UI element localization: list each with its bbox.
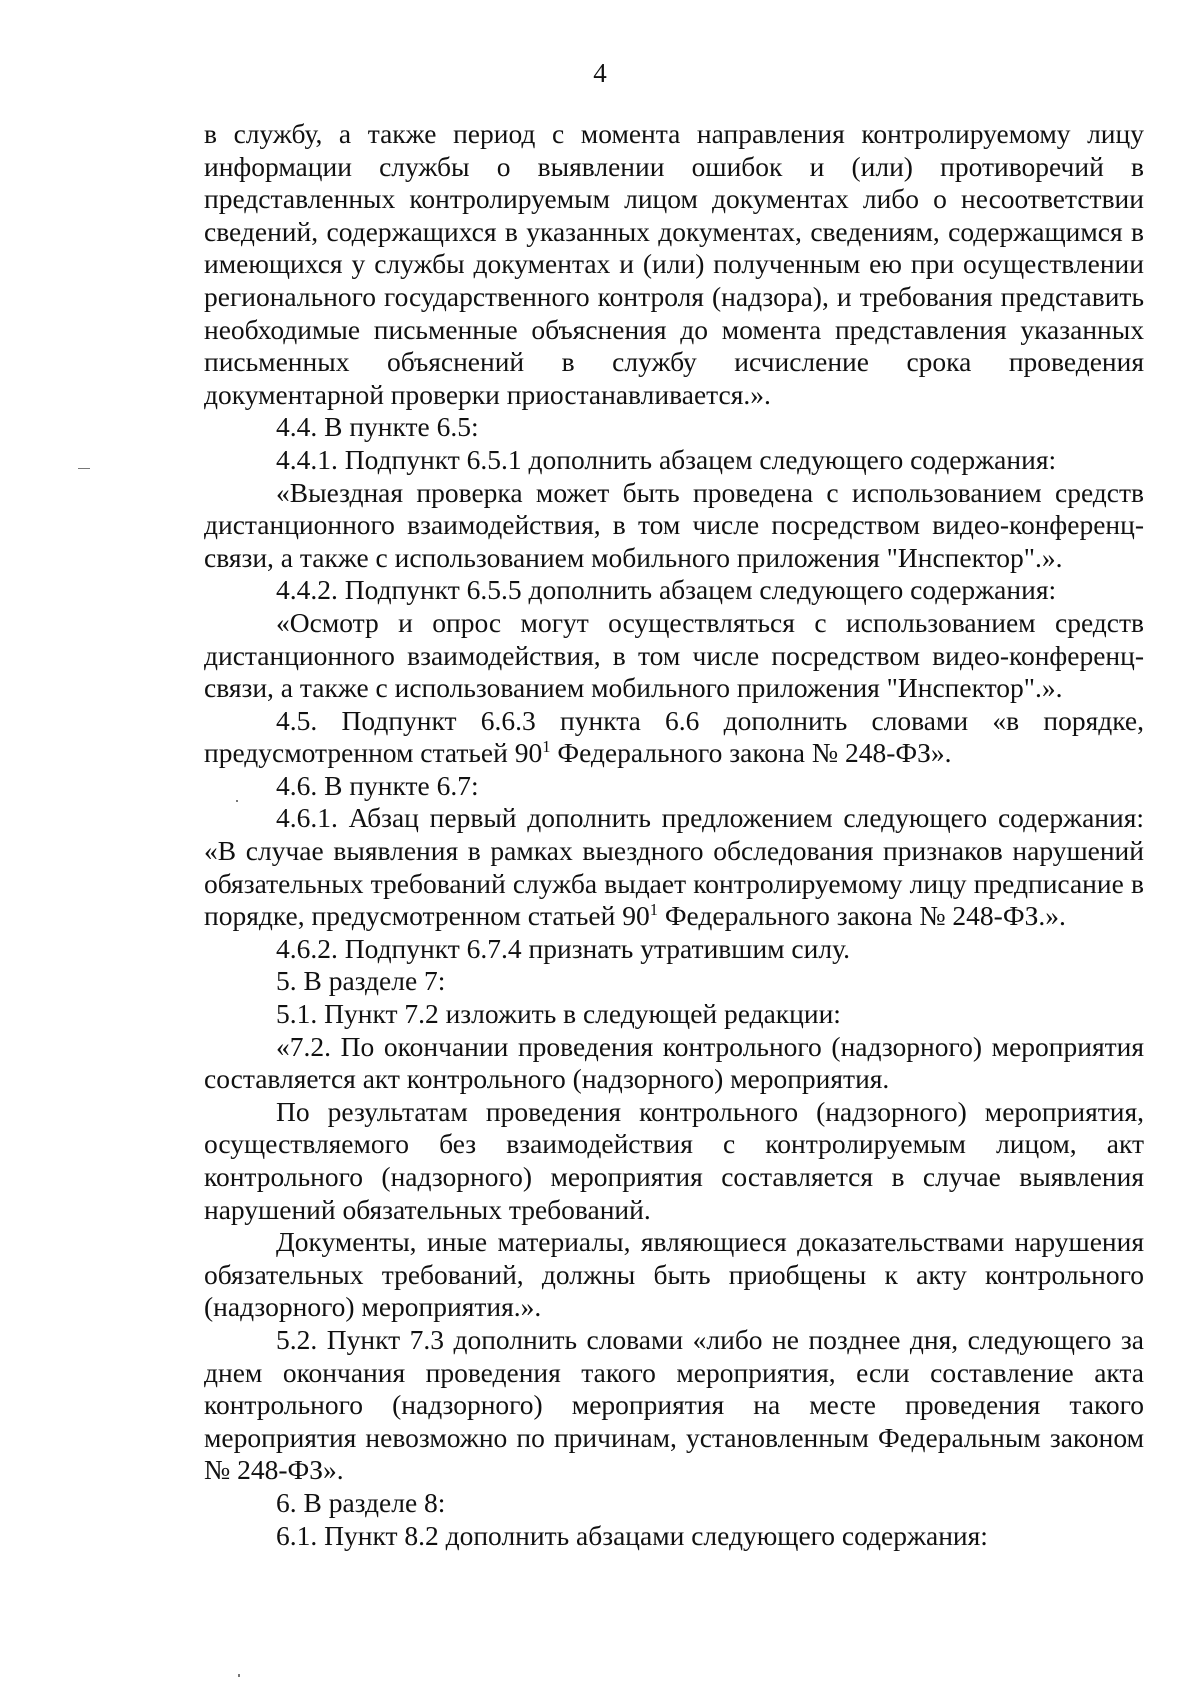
paragraph-text: 4.5. Подпункт 6.6.3 пункта 6.6 дополнить словами «в порядке, предусмотренном статьей 90 [204, 704, 1144, 769]
paragraph-text: 6. В разделе 8: [276, 1486, 446, 1518]
scan-mark [238, 1674, 240, 1677]
paragraph [204, 574, 1144, 607]
paragraph-text: 5.1. Пункт 7.2 изложить в следующей редакции: [276, 998, 841, 1030]
paragraph-text: 5.2. Пункт 7.3 дополнить словами «либо не позднее дня, следующего за днем окончания проведения такого мероприятия, если составление акта контрольного (надзорного) мероприятия на месте проведения такого мероприятия невозможно по причинам, установленным Федеральным законом № 248-ФЗ». [204, 1323, 1144, 1486]
paragraph [204, 705, 1144, 770]
paragraph-text: 4.6.2. Подпункт 6.7.4 признать утратившим силу. [276, 932, 850, 964]
paragraph [204, 933, 1144, 966]
scan-mark [78, 468, 90, 469]
paragraph [204, 1324, 1144, 1487]
paragraph-text: в службу, а также период с момента направления контролируемому лицу информации службы о выявлении ошибок и (или) противоречий в представленных контролируемым лицом документах либо о несоответствии сведений, содержащихся в указанных документах, сведениям, содержащимся в имеющихся у службы документах и (или) полученным ею при осуществлении регионального государственного контроля (надзора), и требования представить необходимые письменные объяснения до момента представления указанных письменных объяснений в службу исчисление срока проведения документарной проверки приостанавливается.». [204, 118, 1144, 410]
paragraph-text: «Осмотр и опрос могут осуществляться с использованием средств дистанционного взаимодействия, в том числе посредством видео-конференц-связи, а также с использованием мобильного приложения "Инспектор".». [204, 606, 1144, 704]
paragraph-text-after: Федерального закона № 248-ФЗ.». [657, 900, 1066, 932]
paragraph-text: По результатам проведения контрольного (надзорного) мероприятия, осуществляемого без взаимодействия с контролируемым лицом, акт контрольного (надзорного) мероприятия составляется в случае выявления нарушений обязательных требований. [204, 1095, 1144, 1225]
paragraph [204, 1096, 1144, 1226]
superscript: 1 [649, 900, 658, 920]
paragraph-text: 4.6.1. Абзац первый дополнить предложением следующего содержания: «В случае выявления в рамках выездного обследования признаков нарушений обязательных требований служба выдает контролируемому лицу предписание в порядке, предусмотренном статьей 90 [204, 802, 1144, 932]
document-body [204, 118, 1144, 1552]
paragraph-text: «Выездная проверка может быть проведена с использованием средств дистанционного взаимодействия, в том числе посредством видео-конференц-связи, а также с использованием мобильного приложения "Инспектор".». [204, 476, 1144, 573]
paragraph-text: Документы, иные материалы, являющиеся доказательствами нарушения обязательных требований, должны быть приобщены к акту контрольного (надзорного) мероприятия.». [204, 1226, 1144, 1323]
paragraph-text: 6.1. Пункт 8.2 дополнить абзацами следующего содержания: [276, 1519, 988, 1551]
paragraph [204, 1226, 1144, 1324]
paragraph [204, 444, 1144, 477]
page-number: 4 [593, 58, 607, 88]
paragraph [204, 1031, 1144, 1096]
paragraph [204, 477, 1144, 575]
paragraph-text: «7.2. По окончании проведения контрольного (надзорного) мероприятия составляется акт контрольного (надзорного) мероприятия. [204, 1030, 1144, 1095]
paragraph-text: 4.6. В пункте 6.7: [276, 769, 479, 801]
paragraph-text: 5. В разделе 7: [276, 965, 446, 997]
paragraph [204, 607, 1144, 705]
paragraph-text: 4.4.2. Подпункт 6.5.5 дополнить абзацем следующего содержания: [276, 574, 1057, 606]
paragraph [204, 965, 1144, 998]
scan-mark [236, 800, 238, 802]
paragraph [204, 118, 1144, 411]
paragraph-text-after: Федерального закона № 248-ФЗ». [550, 737, 952, 769]
paragraph [204, 998, 1144, 1031]
paragraph-text: 4.4.1. Подпункт 6.5.1 дополнить абзацем следующего содержания: [276, 443, 1057, 475]
superscript: 1 [542, 737, 551, 757]
paragraph [204, 411, 1144, 444]
paragraph [204, 802, 1144, 932]
paragraph-text: 4.4. В пункте 6.5: [276, 411, 479, 443]
paragraph [204, 1487, 1144, 1520]
paragraph [204, 770, 1144, 803]
paragraph [204, 1520, 1144, 1553]
